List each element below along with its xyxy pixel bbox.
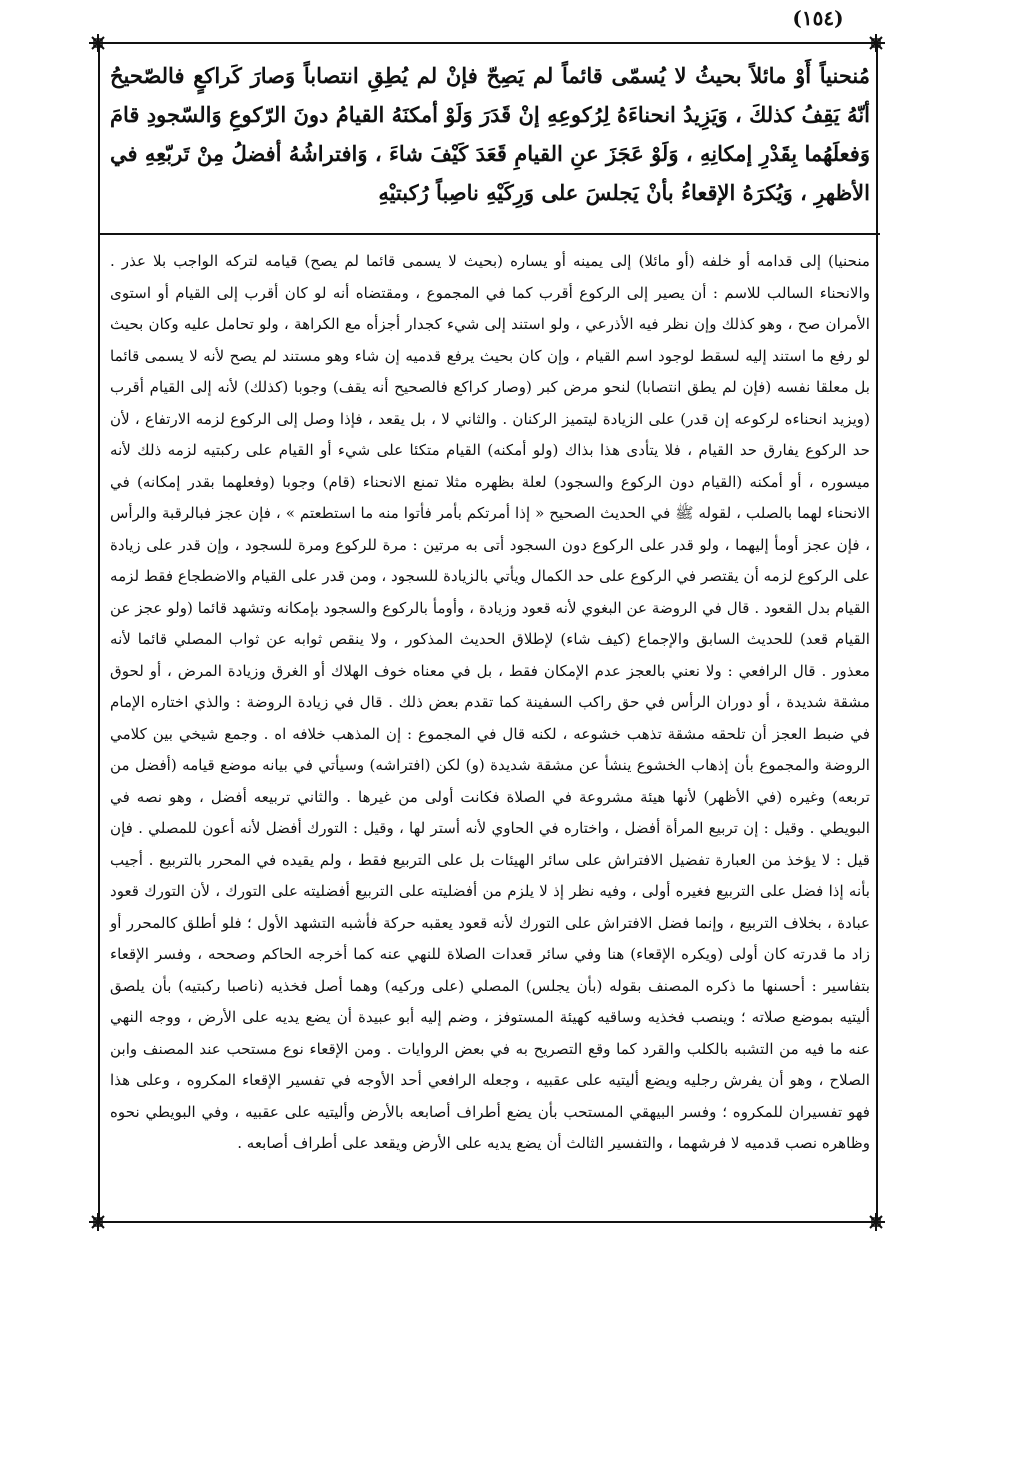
bottom-border-rule bbox=[100, 1221, 880, 1223]
left-border-rule bbox=[98, 42, 100, 1222]
right-border-rule bbox=[876, 42, 878, 1222]
corner-ornament-icon bbox=[88, 33, 108, 53]
middle-divider-rule bbox=[100, 233, 880, 235]
commentary-paragraph: منحنيا) إلى قدامه أو خلفه (أو مائلا) إلى يمينه أو يساره (بحيث لا يسمى قائما لم يصح) قيامه لتركه الواجب بلا عذر . والانحناء السالب للاسم : أن يصير إلى الركوع أقرب كما في المجموع ، ومقتضاه أنه لو كان أقرب إلى القيام أو استوى الأمران صح ، وهو كذلك وإن نظر فيه الأذرعي ، ولو استند إلى شيء كجدار أجزأه مع الكراهة ، ولو تحامل عليه وكان بحيث لو رفع ما استند إليه لسقط لوجود اسم القيام ، وإن كان بحيث يرفع قدميه إن شاء وهو مستند لم يصح لأنه لا يسمى قائما بل معلقا نفسه (فإن لم يطق انتصابا) لنحو مرض كبر (وصار كراكع فالصحيح أنه يقف) وجوبا (كذلك) لأنه إلى القيام أقرب (ويزيد انحناءه لركوعه إن قدر) على الزيادة ليتميز الركنان . والثاني لا ، بل يقعد ، فإذا وصل إلى الركوع لزمه الارتفاع ، لأن حد الركوع يفارق حد القيام ، فلا يتأدى هذا بذاك (ولو أمكنه) القيام متكئا على شيء أو القيام على ركبتيه لزمه ذلك لأنه ميسوره ، أو أمكنه (القيام دون الركوع والسجود) لعلة بظهره مثلا تمنع الانحناء (قام) وجوبا (وفعلهما بقدر إمكانه) في الانحناء لهما بالصلب ، لقوله ﷺ في الحديث الصحيح « إذا أمرتكم بأمر فأتوا منه ما استطعتم » ، فإن عجز فبالرقبة والرأس ، فإن عجز أومأ إليهما ، ولو قدر على الركوع دون السجود أتى به مرتين : مرة للركوع ومرة للسجود ، وإن قدر على زيادة على الركوع لزمه أن يقتصر في الركوع على حد الكمال ويأتي بالزيادة للسجود ، ومن قدر على القيام والاضطجاع فقط لزمه القيام بدل القعود . قال في الروضة عن البغوي لأنه قعود وزيادة ، وأومأ بالركوع والسجود بإمكانه وتشهد قائما (ولو عجز عن القيام قعد) للحديث السابق والإجماع (كيف شاء) لإطلاق الحديث المذكور ، ولا ينقص ثوابه عن ثواب المصلي قائما لأنه معذور . قال الرافعي : ولا نعني بالعجز عدم الإمكان فقط ، بل في معناه خوف الهلاك أو الغرق وزيادة المرض ، أو لحوق مشقة شديدة ، أو دوران الرأس في حق راكب السفينة كما تقدم بعض ذلك . قال في زيادة الروضة : والذي اختاره الإمام في ضبط العجز أن تلحقه مشقة تذهب خشوعه ، لكنه قال في المجموع : إن المذهب خلافه اه . وجمع شيخي بين كلامي الروضة والمجموع بأن إذهاب الخشوع ينشأ عن مشقة شديدة (و) لكن (افتراشه) وسيأتي في بيانه موضع قيامه (أفضل من تربعه) وغيره (في الأظهر) لأنها هيئة مشروعة في الصلاة فكانت أولى من غيرها . والثاني تربيعه أفضل ، وهو نصه في البويطي . وقيل : إن تربيع المرأة أفضل ، واختاره في الحاوي لأنه أستر لها ، وقيل : التورك أفضل لأنه أعون للمصلي . فإن قيل : لا يؤخذ من العبارة تفضيل الافتراش على سائر الهيئات بل على التربيع فقط ، ولم يقيده في المحرر بالتربيع . أجيب بأنه إذا فضل على التربيع فغيره أولى ، وفيه نظر إذ لا يلزم من أفضليته على التربيع أفضليته على التورك ، لأن التورك قعود عبادة ، بخلاف التربيع ، وإنما فضل الافتراش على التورك لأنه قعود يعقبه حركة فأشبه التشهد الأول ؛ فلو أطلق كالمحرر أو زاد ما قدرته كان أولى (ويكره الإقعاء) هنا وفي سائر قعدات الصلاة للنهي عنه كما أخرجه الحاكم وصححه ، وفسر الإقعاء بتفاسير : أحسنها ما ذكره المصنف بقوله (بأن يجلس) المصلي (على وركيه) وهما أصل فخذيه (ناصبا ركبتيه) بأن يلصق أليتيه بموضع صلاته ؛ وينصب فخذيه وساقيه كهيئة المستوفز ، وضم إليه أبو عبيدة أن يضع يديه على الأرض ، ووجه النهي عنه ما فيه من التشبه بالكلب والقرد كما وقع التصريح به في بعض الروايات . ومن الإقعاء نوع مستحب عند المصنف وابن الصلاح ، وهو أن يفرش رجليه ويضع أليتيه على عقبيه ، وجعله الرافعي أحد الأوجه في تفسير الإقعاء المكروه ، وعلى هذا فهو تفسيران للمكروه ؛ وفسر البيهقي المستحب بأن يضع أطراف أصابعه بالأرض وأليتيه على عقبيه ، وفي البويطي نحوه وظاهره نصب قدميه لا فرشهما ، والتفسير الثالث أن يضع يديه على الأرض ويقعد على أطراف أصابعه . bbox=[110, 252, 870, 1152]
corner-ornament-icon bbox=[88, 1212, 108, 1232]
corner-ornament-icon bbox=[866, 33, 886, 53]
main-text-block: مُنحنياً أَوْ مائلاً بحيثُ لا يُسمّى قائماً لم يَصِحّ فإنْ لم يُطِقِ انتصاباً وَصارَ كَراكعٍ فالصّحيحُ أنّهُ يَقِفُ كذلكَ ، وَيَزِيدُ انحناءَهُ لِرُكوعِهِ إنْ قَدَرَ وَلَوْ أمكنَهُ القيامُ دونَ الرّكوعِ وَالسّجودِ قامَ وَفعلَهُما بِقَدْرِ إمكانِهِ ، وَلَوْ عَجَزَ عنِ القيامِ قَعَدَ كَيْفَ شاءَ ، وَافتراشُهُ أفضلُ مِنْ تَربّعِهِ في الأظهرِ ، وَيُكرَهُ الإقعاءُ بأنْ يَجلسَ على وَرِكَيْهِ ناصِباً رُكبتيْهِ bbox=[110, 63, 870, 205]
page-number: (١٥٤) bbox=[792, 6, 844, 30]
corner-ornament-icon bbox=[866, 1212, 886, 1232]
top-border-rule bbox=[100, 42, 880, 44]
commentary-block bbox=[110, 246, 870, 1160]
